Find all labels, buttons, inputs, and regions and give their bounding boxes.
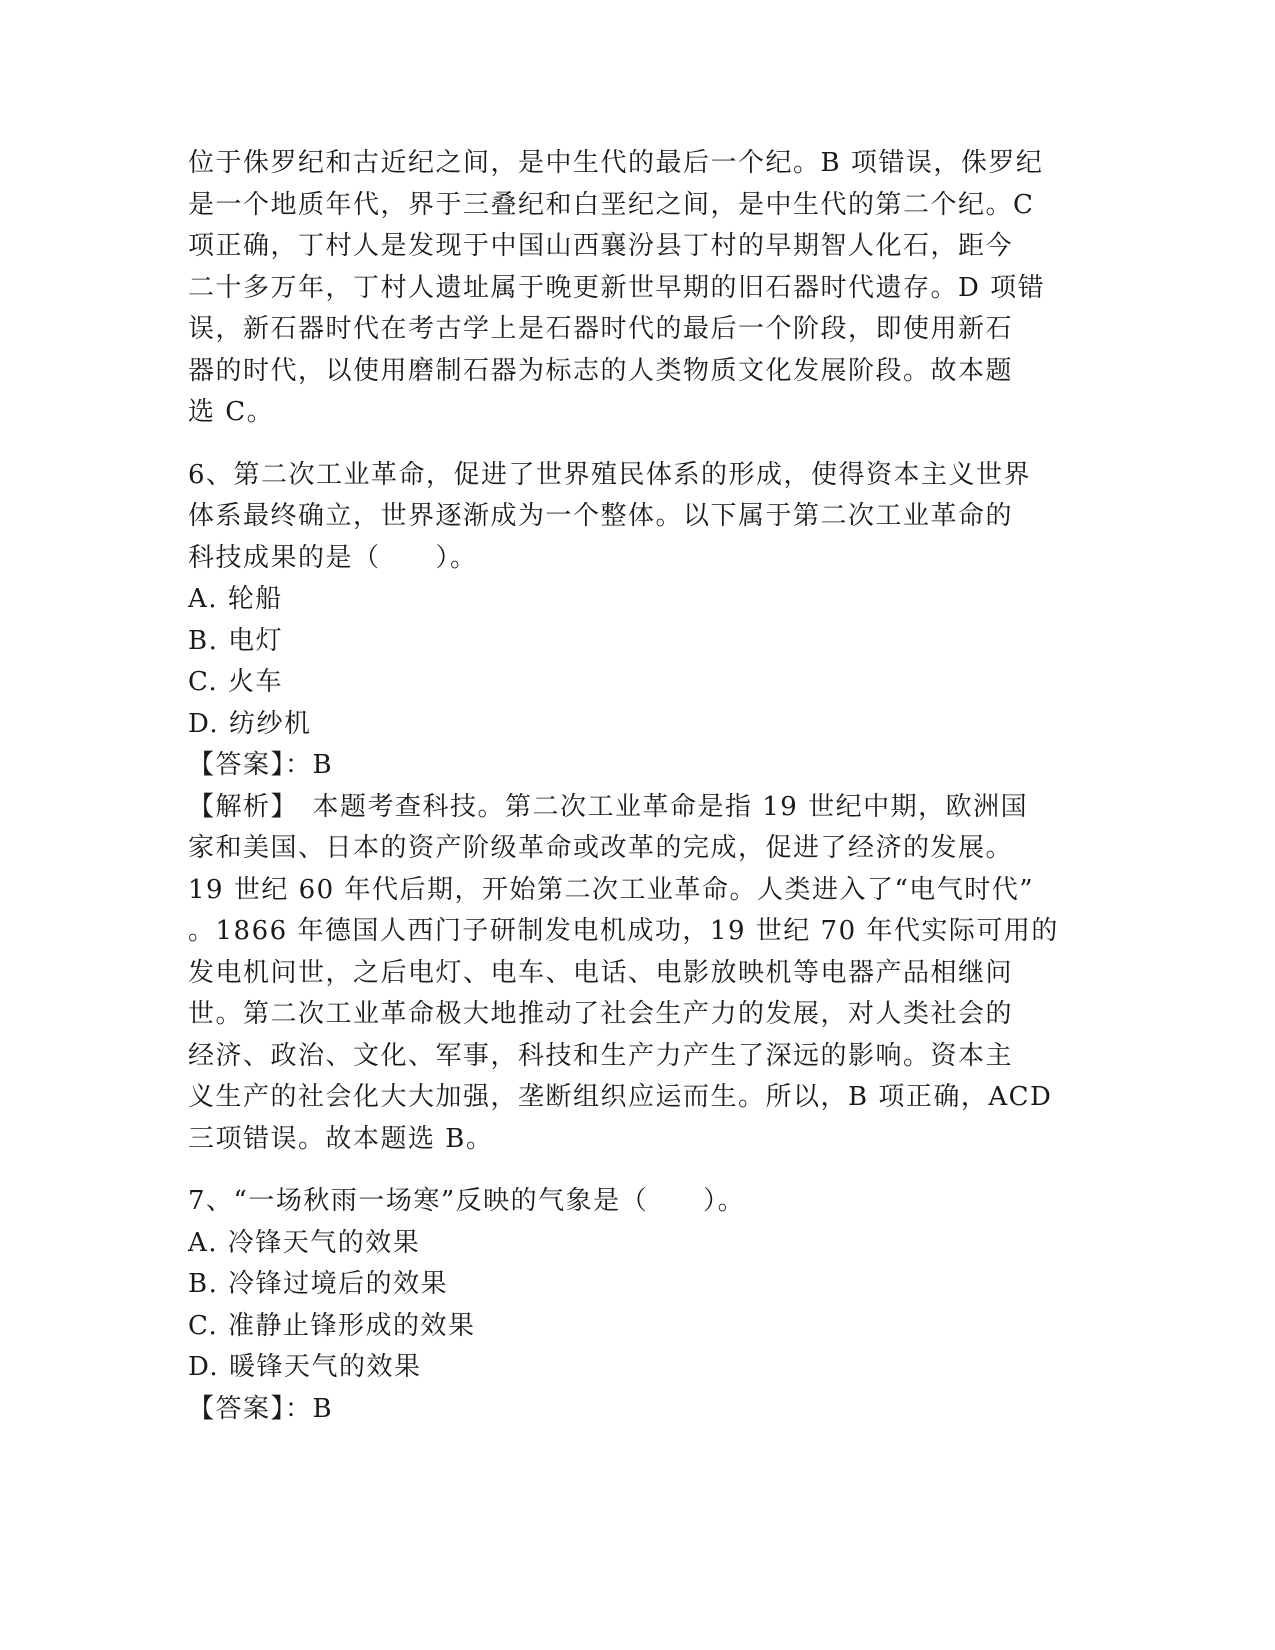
document-page: [188, 143, 1078, 1430]
question-7: [188, 1181, 1078, 1430]
text-line: 误，新石器时代在考古学上是石器时代的最后一个阶段，即使用新石: [188, 314, 1014, 344]
text-line: 是一个地质年代，界于三叠纪和白垩纪之间，是中生代的第二个纪。C: [188, 189, 1035, 220]
question-stem: 体系最终确立，世界逐渐成为一个整体。以下属于第二次工业革命的: [188, 501, 1014, 531]
text-line: 项正确，丁村人是发现于中国山西襄汾县丁村的早期智人化石，距今: [188, 231, 1014, 261]
explanation-line: 【解析】 本题考查科技。第二次工业革命是指 19 世纪中期，欧洲国: [188, 791, 1029, 822]
option-d: D. 暖锋天气的效果: [188, 1352, 422, 1382]
option-b: B. 冷锋过境后的效果: [188, 1269, 449, 1299]
explanation-line: 19 世纪 60 年代后期，开始第二次工业革命。人类进入了“电气时代”: [188, 874, 1035, 905]
option-b: B. 电灯: [188, 625, 284, 656]
spacer: [188, 434, 1078, 455]
text-line: 位于侏罗纪和古近纪之间，是中生代的最后一个纪。B 项错误，侏罗纪: [188, 148, 1044, 178]
option-d: D. 纺纱机: [188, 708, 312, 739]
answer: 【答案】：B: [188, 750, 334, 780]
option-a: A. 轮船: [188, 584, 283, 614]
text-line: 选 C。: [188, 397, 275, 427]
explanation-line: 三项错误。故本题选 B。: [188, 1123, 494, 1154]
explanation-line: 。1866 年德国人西门子研制发电机成功，19 世纪 70 年代实际可用的: [188, 916, 1059, 946]
prev-explanation: [188, 143, 1078, 434]
text-line: 器的时代，以使用磨制石器为标志的人类物质文化发展阶段。故本题: [188, 355, 1014, 386]
option-c: C. 准静止锋形成的效果: [188, 1310, 476, 1341]
explanation-line: 世。第二次工业革命极大地推动了社会生产力的发展，对人类社会的: [188, 999, 1014, 1029]
question-stem: 科技成果的是（ ）。: [188, 542, 478, 573]
question-6: [188, 455, 1078, 1161]
question-stem: 6、第二次工业革命，促进了世界殖民体系的形成，使得资本主义世界: [188, 459, 1032, 490]
option-a: A. 冷锋天气的效果: [188, 1227, 421, 1258]
explanation-line: 发电机问世，之后电灯、电车、电话、电影放映机等电器产品相继问: [188, 957, 1014, 988]
question-stem: 7、“一场秋雨一场寒”反映的气象是（ ）。: [188, 1186, 746, 1216]
option-c: C. 火车: [188, 667, 283, 697]
answer: 【答案】：B: [188, 1393, 334, 1424]
text-line: 二十多万年，丁村人遗址属于晚更新世早期的旧石器时代遗存。D 项错: [188, 272, 1046, 303]
explanation-line: 家和美国、日本的资产阶级革命或改革的完成，促进了经济的发展。: [188, 833, 1014, 863]
explanation-line: 义生产的社会化大大加强，垄断组织应运而生。所以，B 项正确，ACD: [188, 1082, 1053, 1112]
explanation-line: 经济、政治、文化、军事，科技和生产力产生了深远的影响。资本主: [188, 1040, 1014, 1071]
spacer: [188, 1160, 1078, 1181]
